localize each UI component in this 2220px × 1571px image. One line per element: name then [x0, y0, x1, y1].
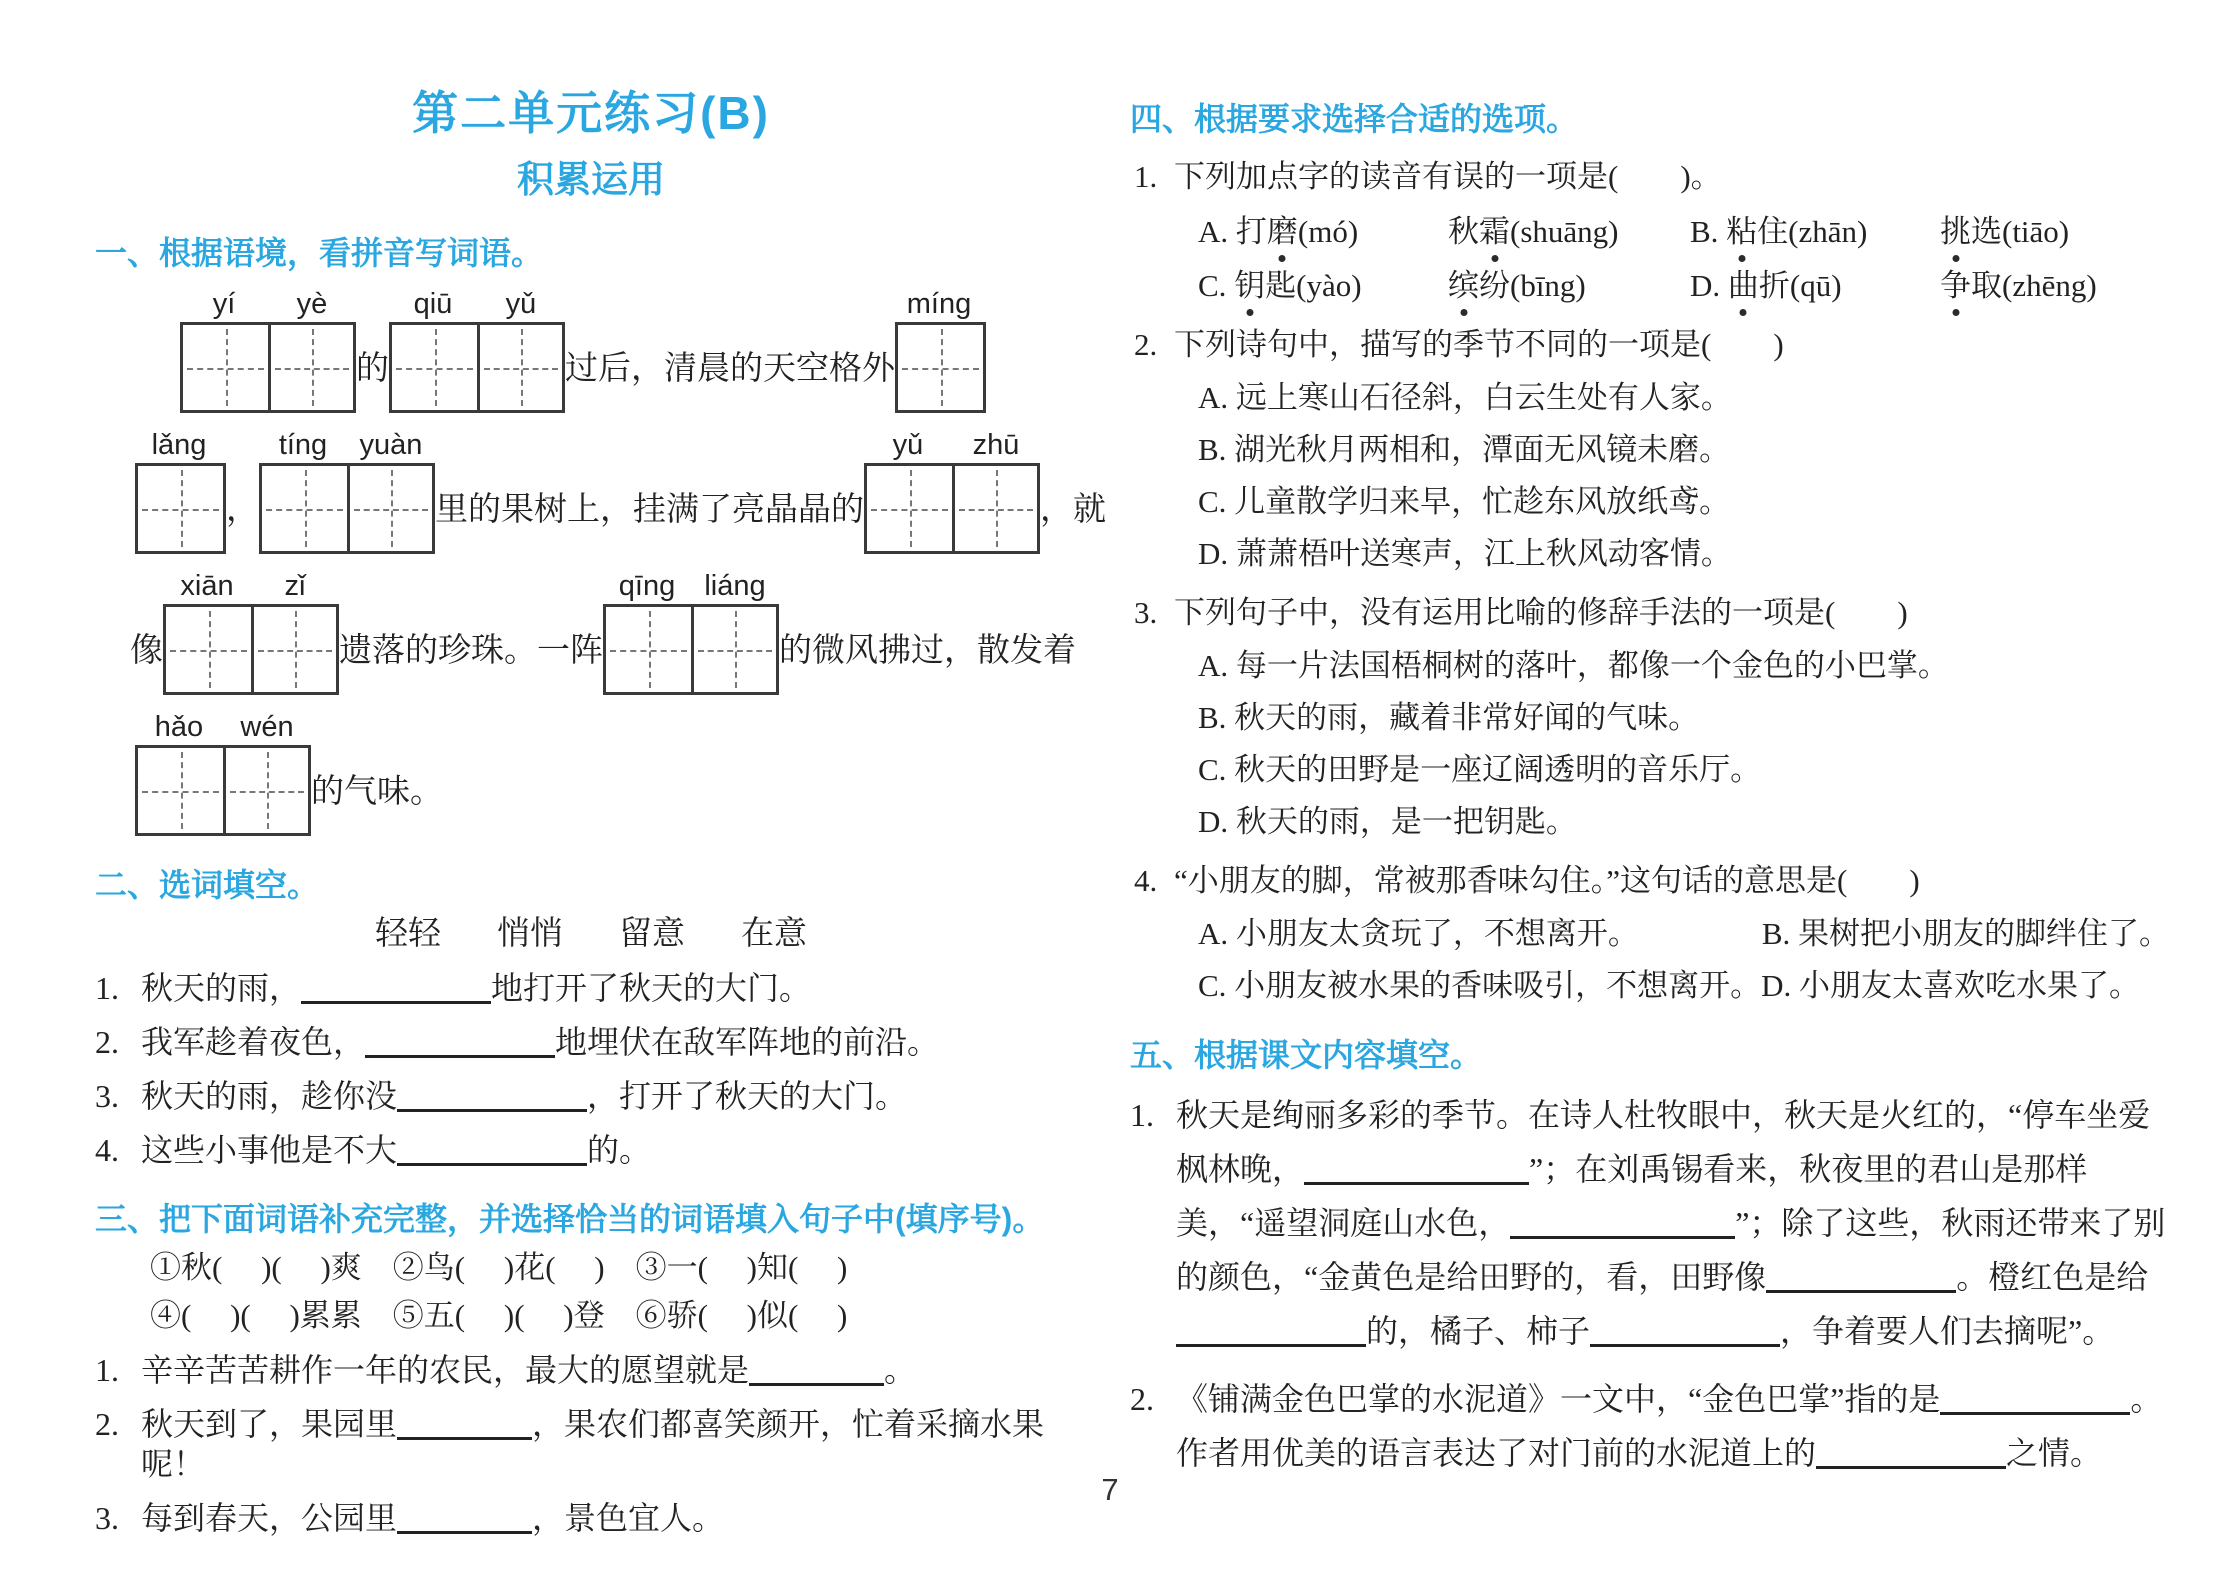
text-run: ，: [226, 492, 259, 528]
text-run: (mó): [1297, 214, 1359, 249]
numbered-item: [95, 1404, 1087, 1484]
writing-square: [183, 325, 268, 410]
pinyin-label: zhū: [972, 429, 1020, 461]
writing-grid: [389, 322, 565, 413]
text-run: ，景色宜人。: [532, 1500, 725, 1536]
writing-square: [251, 607, 336, 692]
text-run: 《铺满金色巴掌的水泥道》一文中，“金色巴掌”指的是: [1176, 1381, 1941, 1417]
writing-grid: [180, 322, 356, 413]
question-stem: 下列加点字的读音有误的一项是( )。: [1174, 159, 1722, 194]
text-run: 的气味。: [311, 774, 443, 810]
option: [1448, 212, 1690, 252]
pinyin-label: hǎo: [154, 711, 204, 743]
heading-section-2: 二、选词填空。: [95, 867, 320, 903]
text-run: 地埋伏在敌军阵地的前沿。: [555, 1024, 940, 1060]
pinyin-row: [95, 288, 1087, 413]
text-run: 过后，清晨的天空格外: [565, 351, 895, 387]
pinyin-labels: [135, 711, 311, 743]
option: C. 秋天的田野是一座辽阔透明的音乐厅。: [1198, 752, 1762, 787]
text-run: 我军趁着夜色，: [141, 1024, 366, 1060]
question: [1130, 592, 2170, 842]
writing-grid: [135, 745, 311, 836]
pinyin-writing-box: [389, 288, 565, 413]
word-bank-word: 悄悄: [497, 916, 563, 952]
section-5-items: [1130, 1088, 2170, 1480]
idiom-line: ①秋( )( )爽 ②鸟( )花( ) ③一( )知( ): [150, 1250, 848, 1285]
text-run: ，打开了秋天的大门。: [587, 1078, 908, 1114]
option: C. 儿童散学归来早，忙趁东风放纸鸢。: [1198, 484, 1731, 519]
section-2-items: [95, 968, 1087, 1170]
option-row: [1174, 266, 2170, 306]
text-run: 秋天是绚丽多彩的季节。在诗人杜牧眼中，秋天是火红的，“停车坐爱枫林晚，: [1176, 1097, 2151, 1187]
pinyin-label: míng: [906, 288, 972, 320]
fill-in-blank: [397, 1505, 532, 1534]
option: [1448, 266, 1690, 306]
text-run: 的，橘子、柿子: [1366, 1313, 1591, 1349]
writing-grid: [603, 604, 779, 695]
pinyin-label: yè: [296, 288, 328, 320]
fill-in-blank: [1766, 1264, 1956, 1293]
option: B. 果树把小朋友的脚绊住了。: [1761, 916, 2170, 951]
pinyin-labels: [895, 288, 986, 320]
text-run: C.: [1198, 268, 1235, 303]
item-number: 1.: [95, 970, 119, 1006]
numbered-item: [95, 1498, 1087, 1538]
question-number: 4.: [1134, 863, 1158, 898]
item-number: 2.: [95, 1024, 119, 1060]
option: A. 每一片法国梧桐树的落叶，都像一个金色的小巴掌。: [1198, 648, 1949, 683]
pinyin-label: lǎng: [151, 429, 207, 461]
writing-square: [223, 748, 308, 833]
text-run: 的微风拂过，散发着: [779, 633, 1076, 669]
writing-square: [166, 607, 251, 692]
dotted-character: 缤: [1448, 266, 1479, 306]
option: [1690, 212, 1940, 252]
pinyin-label: yí: [212, 288, 236, 320]
left-column: [95, 87, 1106, 1538]
writing-square: [268, 325, 353, 410]
pinyin-label: yuàn: [359, 429, 423, 461]
pinyin-labels: [603, 570, 779, 602]
question: [1130, 324, 2170, 574]
writing-square: [606, 607, 691, 692]
option-row: C. 小朋友被水果的香味吸引，不想离开。D. 小朋友太喜欢吃水果了。: [1198, 968, 2141, 1003]
heading-section-4: 四、根据要求选择合适的选项。: [1130, 101, 1579, 137]
numbered-item: [95, 1076, 1087, 1116]
option: B. 秋天的雨，藏着非常好闻的气味。: [1198, 700, 1700, 735]
pinyin-row: [95, 429, 1106, 554]
pinyin-label: yǔ: [505, 288, 537, 320]
pinyin-label: tíng: [278, 429, 328, 461]
numbered-item: [95, 1130, 1087, 1170]
fill-in-blank: [749, 1357, 884, 1386]
option-row: [1174, 212, 2170, 252]
dotted-character: 钥: [1234, 266, 1265, 306]
fill-in-blank: [365, 1029, 555, 1058]
writing-square: [347, 466, 432, 551]
pinyin-writing-box: [135, 711, 311, 836]
pinyin-writing-box: [259, 429, 435, 554]
heading-section-5: 五、根据课文内容填空。: [1130, 1037, 1483, 1073]
numbered-item: [95, 968, 1087, 1008]
text-run: 的。: [587, 1132, 652, 1168]
writing-grid: [163, 604, 339, 695]
section-4-questions: [1130, 156, 2170, 1006]
dotted-character: 粘: [1726, 212, 1757, 252]
option: D. 萧萧梧叶送寒声，江上秋风动客情。: [1198, 536, 1732, 571]
dotted-character: 争: [1940, 266, 1971, 306]
writing-square: [691, 607, 776, 692]
item-number: 1.: [1130, 1097, 1154, 1133]
writing-square: [867, 466, 952, 551]
item-number: 3.: [95, 1078, 119, 1114]
text-run: 里的果树上，挂满了亮晶晶的: [435, 492, 864, 528]
text-run: 选(tiāo): [1971, 214, 2070, 249]
pinyin-writing-area: [95, 288, 1106, 836]
fill-in-blank: [397, 1137, 587, 1166]
pinyin-writing-box: [603, 570, 779, 695]
fill-in-blank: [1590, 1318, 1780, 1347]
pinyin-labels: [864, 429, 1040, 461]
dotted-character: 霜: [1479, 212, 1510, 252]
text-run: 遗落的珍珠。一阵: [339, 633, 603, 669]
dotted-character: 曲: [1728, 266, 1759, 306]
idiom-line: ④( )( )累累 ⑤五( )( )登 ⑥骄( )似( ): [150, 1298, 848, 1333]
pinyin-labels: [163, 570, 339, 602]
pinyin-labels: [389, 288, 565, 320]
item-number: 4.: [95, 1132, 119, 1168]
text-run: 住(zhān): [1757, 214, 1868, 249]
option: [1940, 266, 2170, 306]
question-number: 3.: [1134, 595, 1158, 630]
item-number: 2.: [1130, 1381, 1154, 1417]
text-run: 之情。: [2006, 1435, 2103, 1471]
heading-section-3: 三、把下面词语补充完整，并选择恰当的词语填入句子中(填序号)。: [95, 1201, 1045, 1237]
writing-grid: [135, 463, 226, 554]
pinyin-writing-box: [163, 570, 339, 695]
pinyin-label: liáng: [704, 570, 766, 602]
fill-in-blank: [1940, 1386, 2130, 1415]
writing-square: [138, 466, 223, 551]
item-number: 2.: [95, 1406, 119, 1442]
pinyin-writing-box: [864, 429, 1040, 554]
fill-in-blank: [301, 975, 491, 1004]
writing-grid: [895, 322, 986, 413]
text-run: 的: [356, 351, 389, 387]
option-row: [1174, 914, 2170, 954]
text-run: A. 打: [1198, 214, 1267, 249]
fill-in-blank: [1176, 1318, 1271, 1347]
dotted-character: 磨: [1267, 212, 1298, 252]
question: [1130, 860, 2170, 1006]
word-bank-word: 在意: [741, 916, 807, 952]
writing-grid: [259, 463, 435, 554]
text-run: 秋天到了，果园里: [141, 1406, 398, 1442]
pinyin-row: [95, 570, 1087, 695]
text-run: ，果农们都喜笑颜开，忙着采摘水果呢！: [141, 1406, 1045, 1482]
text-run: 。橙红色是给: [1956, 1259, 2149, 1295]
pinyin-label: qiū: [413, 288, 453, 320]
word-bank-word: 留意: [619, 916, 685, 952]
question-number: 1.: [1134, 159, 1158, 194]
text-run: ”；除了这些，秋雨还带来了别的颜色，“金黄色是给田野的，看，田野像: [1176, 1205, 2166, 1295]
option: D. 秋天的雨，是一把钥匙。: [1198, 804, 1577, 839]
pinyin-labels: [135, 429, 226, 461]
right-column: [1130, 100, 2170, 1480]
question-number: 2.: [1134, 327, 1158, 362]
heading-section-1: 一、根据语境，看拼音写词语。: [95, 235, 544, 271]
text-run: D.: [1690, 268, 1728, 303]
pinyin-writing-box: [895, 288, 986, 413]
numbered-item: [1130, 1372, 2170, 1480]
text-run: 。作者用优美的语言表达了对门前的水泥道上的: [1176, 1381, 2163, 1471]
pinyin-label: zǐ: [284, 570, 306, 602]
option: [1940, 212, 2170, 252]
question-stem: 下列句子中，没有运用比喻的修辞手法的一项是( ): [1174, 595, 1908, 630]
text-run: 取(zhēng): [1971, 268, 2097, 303]
text-run: 折(qū): [1758, 268, 1842, 303]
text-run: 匙(yào): [1265, 268, 1362, 303]
writing-square: [898, 325, 983, 410]
page-number: 7: [1101, 1472, 1119, 1507]
option: [1690, 266, 1940, 306]
pinyin-label: wén: [240, 711, 294, 743]
pinyin-writing-box: [135, 429, 226, 554]
option: [1198, 266, 1448, 306]
fill-in-blank: [1271, 1318, 1366, 1347]
dotted-character: 挑: [1940, 212, 1971, 252]
idiom-lines: [95, 1248, 1087, 1336]
text-run: 秋: [1448, 214, 1479, 249]
word-bank: [95, 914, 1087, 954]
text-run: 这些小事他是不大: [141, 1132, 398, 1168]
page-title: 第二单元练习(B): [412, 87, 770, 139]
writing-square: [477, 325, 562, 410]
text-run: 秋天的雨，趁你没: [141, 1078, 398, 1114]
writing-square: [138, 748, 223, 833]
writing-square: [262, 466, 347, 551]
fill-in-blank: [1816, 1440, 2006, 1469]
item-number: 1.: [95, 1352, 119, 1388]
text-run: 像: [130, 633, 163, 669]
pinyin-label: qīng: [618, 570, 676, 602]
writing-grid: [864, 463, 1040, 554]
word-bank-word: 轻轻: [375, 916, 441, 952]
section-3-items: [95, 1350, 1087, 1538]
text-run: (shuāng): [1510, 214, 1619, 249]
text-run: 辛辛苦苦耕作一年的农民，最大的愿望就是: [141, 1352, 750, 1388]
text-run: ，争着要人们去摘呢”。: [1780, 1313, 2115, 1349]
option: A. 小朋友太贪玩了，不想离开。: [1198, 916, 1639, 951]
text-run: B.: [1690, 214, 1727, 249]
text-run: 纷(bīng): [1479, 268, 1586, 303]
pinyin-label: yǔ: [892, 429, 924, 461]
numbered-item: [95, 1022, 1087, 1062]
fill-in-blank: [1304, 1156, 1529, 1185]
fill-in-blank: [397, 1083, 587, 1112]
option: B. 湖光秋月两相和，潭面无风镜未磨。: [1198, 432, 1731, 467]
writing-square: [392, 325, 477, 410]
pinyin-labels: [180, 288, 356, 320]
pinyin-labels: [259, 429, 435, 461]
option: [1198, 212, 1448, 252]
pinyin-row: [95, 711, 1087, 836]
question-stem: “小朋友的脚，常被那香味勾住。”这句话的意思是( ): [1174, 863, 1920, 898]
text-run: ，就: [1040, 492, 1106, 528]
text-run: ”；在刘禹锡看来，秋夜里的君山是那样美，“遥望洞庭山水色，: [1176, 1151, 2088, 1241]
writing-square: [952, 466, 1037, 551]
text-run: 秋天的雨，: [141, 970, 302, 1006]
question: [1130, 156, 2170, 306]
pinyin-label: xiān: [180, 570, 234, 602]
option: A. 远上寒山石径斜，白云生处有人家。: [1198, 380, 1732, 415]
fill-in-blank: [397, 1411, 532, 1440]
question-stem: 下列诗句中，描写的季节不同的一项是( ): [1174, 327, 1784, 362]
text-run: 地打开了秋天的大门。: [491, 970, 812, 1006]
section-subtitle: 积累运用: [517, 159, 665, 200]
item-number: 3.: [95, 1500, 119, 1536]
text-run: 。: [884, 1352, 917, 1388]
text-run: 每到春天，公园里: [141, 1500, 398, 1536]
fill-in-blank: [1510, 1210, 1735, 1239]
numbered-item: [1130, 1088, 2170, 1358]
pinyin-writing-box: [180, 288, 356, 413]
numbered-item: [95, 1350, 1087, 1390]
